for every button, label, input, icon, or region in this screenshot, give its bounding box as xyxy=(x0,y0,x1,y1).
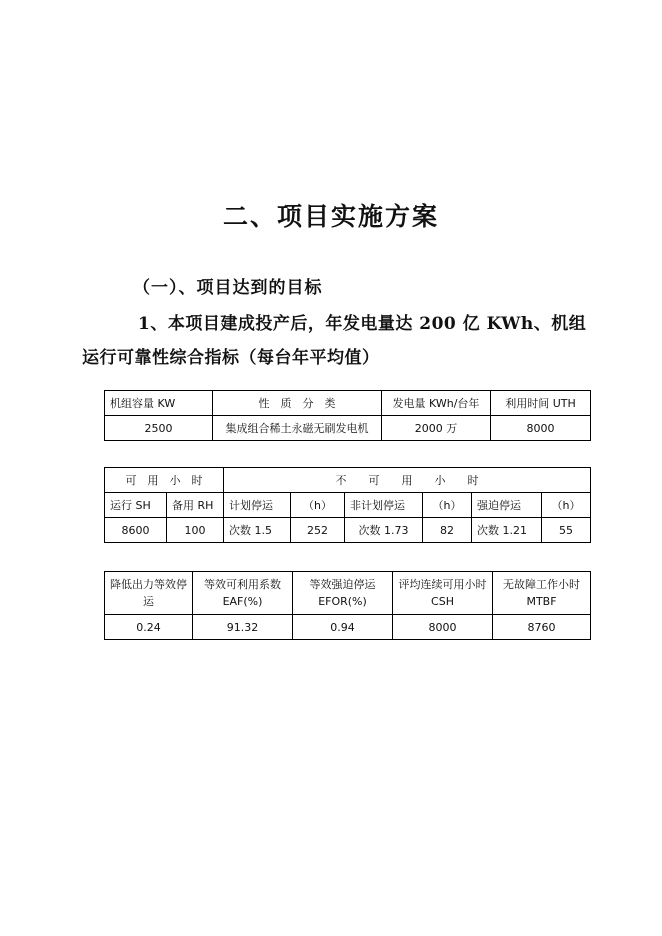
table-header-cell: （h） xyxy=(423,493,472,518)
table-cell: 82 xyxy=(423,518,472,543)
table-header-cell: 非计划停运 xyxy=(345,493,423,518)
table-header-cell: 计划停运 xyxy=(224,493,291,518)
table-cell: 2500 xyxy=(105,416,213,441)
table-row xyxy=(105,391,591,416)
table-header-cell: 等效强迫停运 EFOR(%) xyxy=(293,572,393,615)
table-cell: 252 xyxy=(291,518,345,543)
table-header-cell: 降低出力等效停运 xyxy=(105,572,193,615)
table-header-cell: （h） xyxy=(542,493,591,518)
unavailable-hours-group: 不 可 用 小 时 xyxy=(224,468,591,493)
table-header-cell: 备用 RH xyxy=(167,493,224,518)
page-title: 二、项目实施方案 xyxy=(222,202,439,231)
table-header-cell: 运行 SH xyxy=(105,493,167,518)
available-hours-group: 可 用 小 时 xyxy=(105,468,224,493)
table-cell: 8000 xyxy=(393,615,493,640)
table-header-cell: 等效可利用系数 EAF(%) xyxy=(193,572,293,615)
unit-capacity-table xyxy=(104,390,591,441)
table-header-cell: 利用时间 UTH xyxy=(491,391,591,416)
table-header-cell: 性 质 分 类 xyxy=(213,391,382,416)
hours-table xyxy=(104,467,591,543)
table-cell: 55 xyxy=(542,518,591,543)
table-row xyxy=(105,468,591,493)
section-heading: （一）、项目达到的目标 xyxy=(133,278,323,298)
table-cell: 91.32 xyxy=(193,615,293,640)
table-cell: 次数 1.5 xyxy=(224,518,291,543)
table-cell: 0.94 xyxy=(293,615,393,640)
table-cell: 集成组合稀土永磁无刷发电机 xyxy=(213,416,382,441)
table-cell: 0.24 xyxy=(105,615,193,640)
table-row xyxy=(105,615,591,640)
table-header-cell: 强迫停运 xyxy=(472,493,542,518)
table-cell: 8600 xyxy=(105,518,167,543)
paragraph-line-2: 运行可靠性综合指标（每台年平均值） xyxy=(82,348,380,368)
reliability-index-table xyxy=(104,571,591,640)
table-row xyxy=(105,416,591,441)
table-row xyxy=(105,493,591,518)
table-cell: 100 xyxy=(167,518,224,543)
table-cell: 次数 1.21 xyxy=(472,518,542,543)
table-cell: 8760 xyxy=(493,615,591,640)
table-row xyxy=(105,572,591,615)
table-header-cell: 发电量 KWh/台年 xyxy=(382,391,491,416)
table-cell: 次数 1.73 xyxy=(345,518,423,543)
table-header-cell: 评均连续可用小时 CSH xyxy=(393,572,493,615)
table-header-cell: （h） xyxy=(291,493,345,518)
table-header-cell: 机组容量 KW xyxy=(105,391,213,416)
table-header-cell: 无故障工作小时 MTBF xyxy=(493,572,591,615)
table-cell: 2000 万 xyxy=(382,416,491,441)
paragraph-line-1: 1、本项目建成投产后，年发电量达 200 亿 KWh、机组 xyxy=(138,314,587,334)
table-cell: 8000 xyxy=(491,416,591,441)
table-row xyxy=(105,518,591,543)
